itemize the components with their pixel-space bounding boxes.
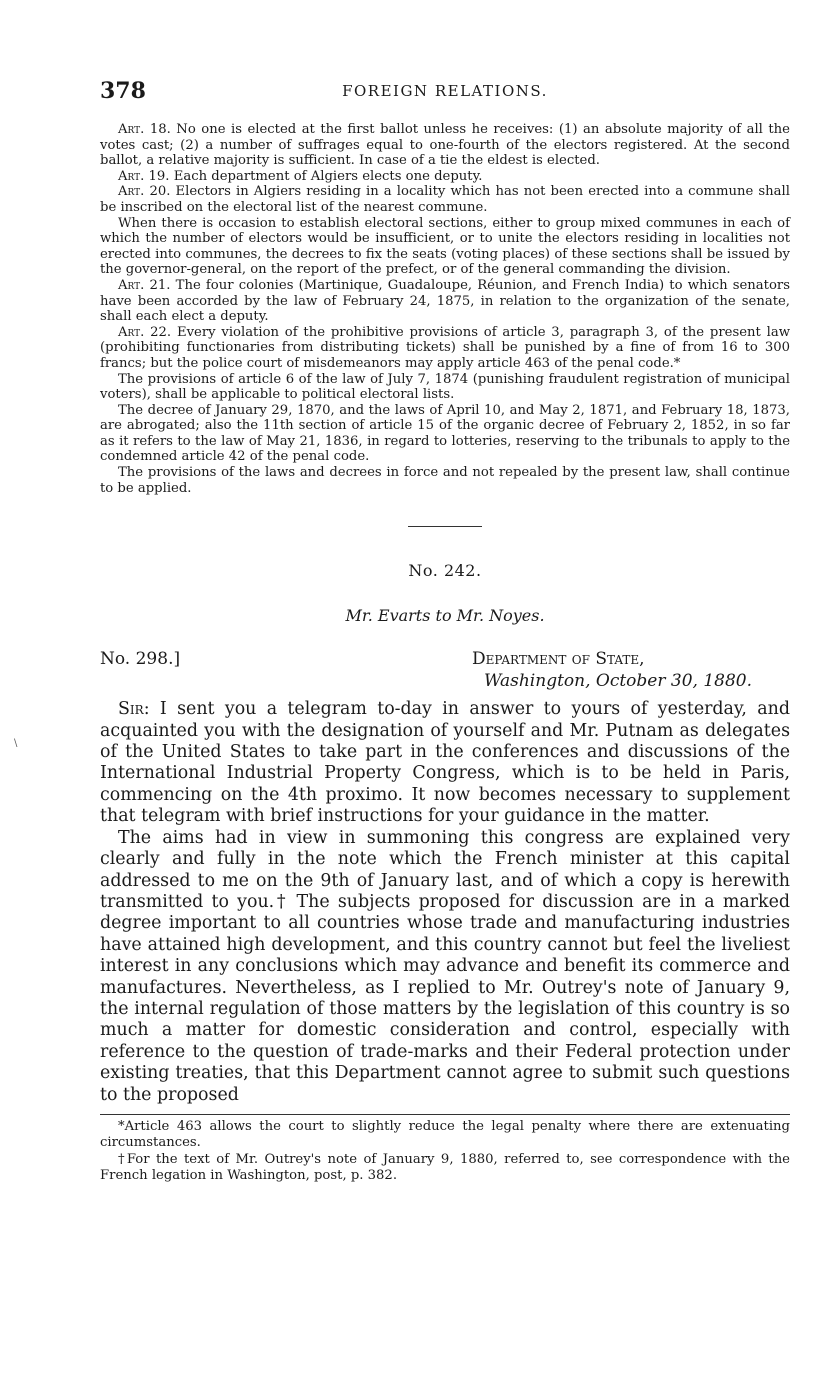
dispatch-number: No. 298.] [100, 649, 181, 670]
section-divider [408, 526, 482, 527]
article-label: Art. 21. [118, 277, 171, 293]
dateline [100, 649, 790, 699]
page-header [100, 78, 790, 108]
margin-mark: \ [14, 738, 18, 749]
article-label: Art. 19. [118, 168, 170, 184]
article-label: Art. 22. [118, 324, 172, 340]
article-text: No one is elected at the first ballot unless he receives: (1) an absolute majority of all the votes cast; (2) a number of suffrages equal to one-fourth of the electors registered. At the second ballot, a relative majority is sufficient. In case of a tie the eldest is elected. [100, 122, 790, 169]
document-title: Mr. Evarts to Mr. Noyes. [345, 606, 545, 626]
law-articles [100, 122, 790, 496]
paragraph-text: I sent you a telegram to-day in answer to yours of yesterday, and acquainted you with the designation of yourself and Mr. Putnam as delegates of the United States to take part in the conferences and discussions of the International Industrial Property Congress, which is to be held in Paris, commencing on the 4th proximo. It now becomes necessary to supplement that telegram with brief instructions for your guidance in the matter. [100, 699, 791, 827]
letter-body [100, 699, 790, 1106]
running-head: FOREIGN RELATIONS. [342, 82, 548, 100]
footnote-rule [100, 1114, 790, 1115]
place-date: Washington, October 30, 1880. [484, 671, 752, 692]
article-text: When there is occasion to establish electoral sections, either to group mixed communes in each of which the number of electors would be insufficient, or to unite the electors residing in localities not erected into communes, the decrees to fix the seats (voting places) of these sections shall be issued by the governor-general, on the report of the prefect, or of the general commanding the division. [100, 215, 790, 278]
article-text: Each department of Algiers elects one deputy. [173, 168, 483, 184]
article-20-sections [100, 216, 790, 278]
article-text: Every violation of the prohibitive provisions of article 3, paragraph 3, of the present law (prohibiting functionaries from distributing tickets) shall be punished by a fine of from 16 to 300 francs; but the police court of misdemeanors may apply article 463 of the penal code.* [100, 324, 790, 371]
letter-paragraph [100, 699, 790, 827]
article-text: Electors in Algiers residing in a locality which has not been erected into a commune shall be inscribed on the electoral list of the nearest commune. [100, 184, 790, 215]
page [100, 78, 790, 1183]
article-22-provisions [100, 372, 790, 403]
footnote: *Article 463 allows the court to slightly reduce the legal penalty where there are extenuating circumstances. [100, 1118, 790, 1150]
article-18 [100, 122, 790, 169]
document-number: No. 242. [408, 561, 482, 581]
article-text: The provisions of article 6 of the law of July 7, 1874 (punishing fraudulent registration of municipal voters), shall be applicable to political electoral lists. [100, 371, 790, 403]
article-label: Art. 18. [118, 122, 171, 137]
article-20 [100, 184, 790, 215]
article-22-abrogation [100, 403, 790, 465]
article-text: The provisions of the laws and decrees in force and not repealed by the present law, shall continue to be applied. [100, 465, 790, 496]
article-22 [100, 325, 790, 372]
article-22-continuation [100, 465, 790, 496]
article-text: The decree of January 29, 1870, and the laws of April 10, and May 2, 1871, and February 18, 1873, are abrogated; also the 11th section of article 15 of the organic decree of February 2, 1852, in so far as it refers to the law of May 21, 1836, in regard to lotteries, reserving to the tribunals to apply to the condemned article 42 of the penal code. [100, 402, 790, 465]
footnote: †For the text of Mr. Outrey's note of January 9, 1880, referred to, see correspondence with the French legation in Washington, post, p. 382. [100, 1152, 790, 1183]
article-text: The four colonies (Martinique, Guadaloupe, Réunion, and French India) to which senators have been accorded by the law of February 24, 1875, in relation to the organization of the senate, shall each elect a deputy. [100, 277, 790, 325]
article-label: Art. 20. [118, 184, 171, 200]
salutation: Sir: [118, 699, 150, 720]
article-21 [100, 278, 790, 325]
letter-paragraph [100, 828, 790, 1106]
department-name: Department of State, [472, 649, 645, 670]
page-number: 378 [100, 78, 146, 104]
article-19 [100, 169, 790, 185]
footnotes [100, 1119, 790, 1183]
paragraph-text: The aims had in view in summoning this congress are explained very clearly and fully in the note which the French minister at this capital addressed to me on the 9th of January last, and of which a copy is herewith transmitted to you.† The subjects proposed for discussion are in a marked degree important to all countries whose trade and manufacturing industries have attained high development, and this country cannot but feel the liveliest interest in any conclusions which may advance and benefit its commerce and manufactures. Nevertheless, as I replied to Mr. Outrey's note of January 9, the internal regulation of those matters by the legislation of this country is so much a matter for domestic consideration and control, especially with reference to the question of trade-marks and their Federal protection under existing treaties, that this Department cannot agree to submit such questions to the proposed [100, 827, 790, 1105]
